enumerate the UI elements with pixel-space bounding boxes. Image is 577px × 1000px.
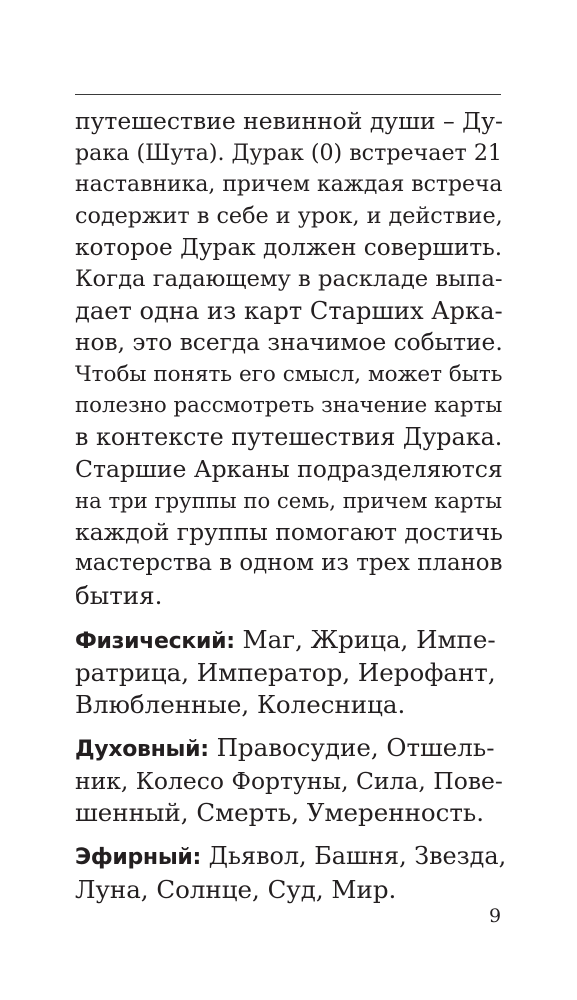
group-line: Луна, Солнце, Суд, Мир. [75, 874, 397, 904]
group-text: Дьявол, Башня, Звезда, [201, 842, 507, 871]
group-physical [75, 624, 507, 721]
header-rule [75, 94, 501, 95]
body-line: содержит в себе и урок, и действие, [75, 202, 503, 229]
group-label: Духовный: [75, 737, 209, 763]
body-line: полезно рассмотреть значение карты [75, 393, 503, 419]
body-line: каждой группы помогают достичь [75, 517, 503, 546]
group-label: Эфирный: [75, 845, 202, 871]
body-line: наставника, причем каждая встреча [75, 172, 503, 198]
group-line [75, 624, 507, 658]
body-line: Когда гадающему в раскладе выпа- [75, 265, 503, 292]
body-line: Старшие Арканы подразделяются [75, 454, 503, 483]
body-line: мастерства в одном из трех планов [75, 550, 503, 577]
body-line: бытия. [75, 580, 163, 610]
body-line: которое Дурак должен совершить. [75, 234, 503, 262]
group-line: ратрица, Император, Иерофант, [75, 658, 496, 688]
body-line: нов, это всегда значимое событие. [75, 329, 503, 357]
group-spiritual [75, 732, 507, 829]
body-paragraph [75, 106, 507, 612]
body-line: рака (Шута). Дурак (0) встречает 21 [75, 139, 503, 166]
body-line: путешествие невинной души – Ду- [75, 107, 503, 135]
group-text: Маг, Жрица, Импе- [234, 624, 496, 654]
group-line [75, 732, 507, 766]
group-line: Влюбленные, Колесница. [75, 689, 406, 719]
body-line: дает одна из карт Старших Арка- [75, 296, 503, 325]
group-text: Правосудие, Отшель- [208, 733, 495, 763]
body-line: на три группы по семь, причем карты [75, 488, 503, 514]
body-line: Чтобы понять его смысл, может быть [75, 361, 503, 387]
body-line: в контексте путешествия Дурака. [75, 422, 503, 451]
group-label: Физический: [75, 628, 235, 654]
group-line: ник, Колесо Фортуны, Сила, Пове- [75, 766, 503, 795]
page-number: 9 [489, 905, 502, 927]
group-line [75, 841, 507, 874]
group-ethereal [75, 841, 507, 905]
group-line: шенный, Смерть, Умеренность. [75, 798, 485, 828]
page-text [75, 106, 507, 905]
